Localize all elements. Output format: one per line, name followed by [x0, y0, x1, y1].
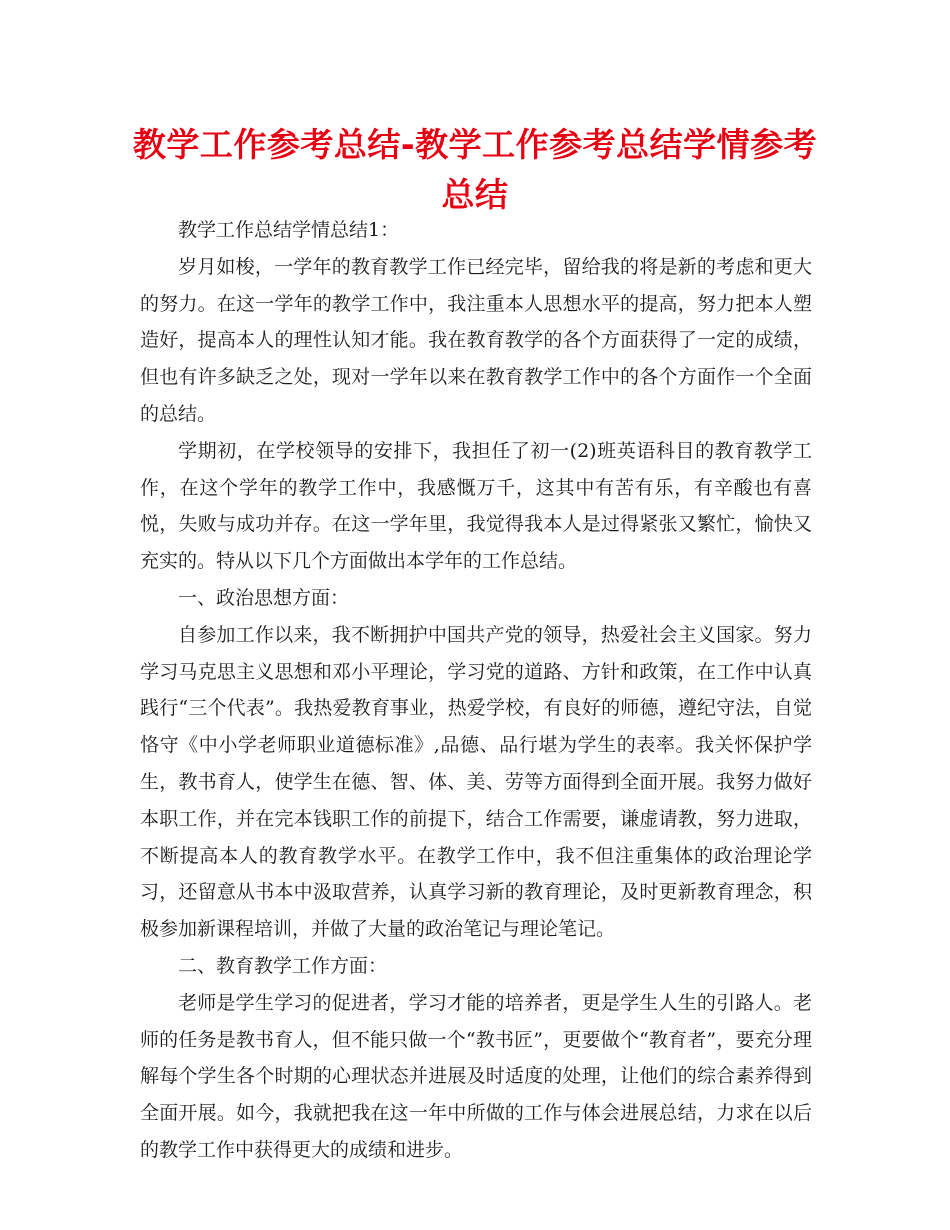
body-paragraph: 岁月如梭，一学年的教育教学工作已经完毕，留给我的将是新的考虑和更大的努力。在这一学年的教学工作中，我注重本人思想水平的提高，努力把本人塑造好，提高本人的理性认知才能。我在教育教学的各个方面获得了一定的成绩，但也有许多缺乏之处，现对一学年以来在教育教学工作中的各个方面作一个全面的总结。 [140, 255, 812, 425]
section-heading-intro: 教学工作总结学情总结1： [178, 219, 400, 241]
body-paragraph: 自参加工作以来，我不断拥护中国共产党的领导，热爱社会主义国家。努力学习马克思主义思想和邓小平理论，学习党的道路、方针和政策，在工作中认真践行“三个代表”。我热爱教育事业，热爱学校，有良好的师德，遵纪守法，自觉恪守《中小学老师职业道德标准》,品德、品行堪为学生的表率。我关怀保护学生，教书育人，使学生在德、智、体、美、劳等方面得到全面开展。我努力做好本职工作，并在完本钱职工作的前提下，结合工作需要，谦虚请教，努力进取，不断提高本人的教育教学水平。在教学工作中，我不但注重集体的政治理论学习，还留意从书本中汲取营养，认真学习新的教育理论，及时更新教育理念，积极参加新课程培训，并做了大量的政治笔记与理论笔记。 [140, 623, 812, 941]
document-body [140, 212, 812, 1169]
body-paragraph: 老师是学生学习的促进者，学习才能的培养者，更是学生人生的引路人。老师的任务是教书育人，但不能只做一个“教书匠”，更要做个“教育者”，要充分理解每个学生各个时期的心理状态并进展及时适度的处理，让他们的综合素养得到全面开展。如今，我就把我在这一年中所做的工作与体会进展总结，力求在以后的教学工作中获得更大的成绩和进步。 [140, 991, 812, 1161]
document-title: 教学工作参考总结-教学工作参考总结学情参考总结 [132, 125, 818, 214]
section-heading-politics: 一、政治思想方面： [178, 586, 350, 609]
body-paragraph: 学期初，在学校领导的安排下，我担任了初一(2)班英语科目的教育教学工作，在这个学年的教学工作中，我感慨万千，这其中有苦有乐，有辛酸也有喜悦，失败与成功并存。在这一学年里，我觉得我本人是过得紧张又繁忙，愉快又充实的。特从以下几个方面做出本学年的工作总结。 [140, 439, 812, 573]
section-heading-teaching: 二、教育教学工作方面： [178, 954, 388, 977]
